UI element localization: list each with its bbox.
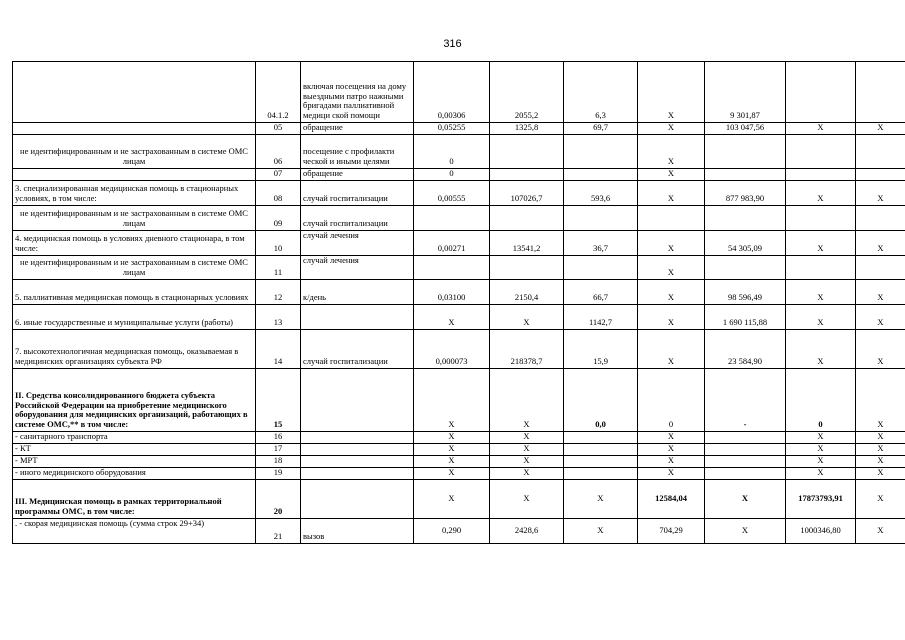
row-unit [301, 480, 414, 519]
cell-value: - [705, 369, 786, 432]
row-code: 07 [256, 169, 301, 181]
cell-value: 0,290 [414, 519, 490, 544]
row-code: 11 [256, 256, 301, 280]
row-code: 04.1.2 [256, 62, 301, 123]
cell-value: 66,7 [564, 280, 638, 305]
cell-value: 0,00306 [414, 62, 490, 123]
cell-value: X [856, 231, 905, 256]
cell-value: X [856, 181, 905, 206]
cell-value: X [414, 468, 490, 480]
cell-value: 54 305,09 [705, 231, 786, 256]
cell-value: X [856, 468, 905, 480]
cell-value: 2055,2 [490, 62, 564, 123]
row-unit: случай лечения [301, 231, 414, 256]
cell-value: 13541,2 [490, 231, 564, 256]
section-heading: II. Средства консолидированного бюджета субъекта Российской Федерации на приобретение медицинского оборудования для медицинских организаций, работающих в системе ОМС,** в том числе: [13, 369, 256, 432]
cell-value [564, 468, 638, 480]
row-unit: случай госпитализации [301, 206, 414, 231]
cell-value: 1142,7 [564, 305, 638, 330]
row-unit: вызов [301, 519, 414, 544]
row-description: - иного медицинского оборудования [13, 468, 256, 480]
cell-value: X [414, 369, 490, 432]
cell-value: X [638, 256, 705, 280]
table-row [13, 62, 905, 123]
cell-value: 0,03100 [414, 280, 490, 305]
row-unit: обращение [301, 123, 414, 135]
row-description [13, 169, 256, 181]
cell-value: X [638, 62, 705, 123]
cell-value: 0,00271 [414, 231, 490, 256]
cell-value [564, 135, 638, 169]
cell-value: 218378,7 [490, 330, 564, 369]
cell-value: 107026,7 [490, 181, 564, 206]
cell-value: 98 596,49 [705, 280, 786, 305]
cell-value: 1325,8 [490, 123, 564, 135]
cell-value: X [705, 480, 786, 519]
row-unit: к/день [301, 280, 414, 305]
cell-value [705, 169, 786, 181]
row-code: 08 [256, 181, 301, 206]
cell-value: X [414, 456, 490, 468]
row-unit: случай госпитализации [301, 181, 414, 206]
table-row [13, 305, 905, 330]
cell-value: 1 690 115,88 [705, 305, 786, 330]
cell-value [705, 468, 786, 480]
cell-value: X [856, 330, 905, 369]
row-code: 21 [256, 519, 301, 544]
cell-value: X [786, 432, 856, 444]
cell-value: X [490, 369, 564, 432]
cell-value [705, 456, 786, 468]
table-row [13, 444, 905, 456]
row-code: 12 [256, 280, 301, 305]
page-number: 316 [443, 38, 462, 50]
cell-value: X [856, 280, 905, 305]
row-code: 10 [256, 231, 301, 256]
cell-value [705, 432, 786, 444]
row-code: 09 [256, 206, 301, 231]
cell-value: X [414, 305, 490, 330]
table-row [13, 181, 905, 206]
cell-value: X [414, 444, 490, 456]
row-description: - санитарного транспорта [13, 432, 256, 444]
cell-value: X [856, 123, 905, 135]
cell-value: 69,7 [564, 123, 638, 135]
cell-value: X [786, 468, 856, 480]
cell-value: X [786, 305, 856, 330]
row-description: 7. высокотехнологичная медицинская помощь, оказываемая в медицинских организациях субъекта РФ [13, 330, 256, 369]
cell-value: X [786, 231, 856, 256]
table-row [13, 468, 905, 480]
cell-value [564, 169, 638, 181]
cell-value: X [638, 444, 705, 456]
cell-value: 2150,4 [490, 280, 564, 305]
row-unit: посещение с профилакти ческой и иными целями [301, 135, 414, 169]
cell-value: X [638, 468, 705, 480]
cell-value: 0,00555 [414, 181, 490, 206]
cell-value [564, 444, 638, 456]
cell-value [490, 206, 564, 231]
row-unit: обращение [301, 169, 414, 181]
cell-value: 6,3 [564, 62, 638, 123]
row-code: 14 [256, 330, 301, 369]
cell-value: 17873793,91 [786, 480, 856, 519]
cell-value: X [638, 456, 705, 468]
cell-value [856, 256, 905, 280]
cell-value: 704,29 [638, 519, 705, 544]
cell-value: 2428,6 [490, 519, 564, 544]
cell-value [856, 206, 905, 231]
row-unit [301, 305, 414, 330]
cell-value: X [638, 432, 705, 444]
row-description: 3. специализированная медицинская помощь в стационарных условиях, в том числе: [13, 181, 256, 206]
cell-value: 23 584,90 [705, 330, 786, 369]
cell-value: X [856, 432, 905, 444]
cell-value: X [564, 480, 638, 519]
cell-value: X [414, 480, 490, 519]
cell-value: X [786, 181, 856, 206]
cell-value: X [490, 468, 564, 480]
row-description: не идентифицированным и не застрахованным в системе ОМС лицам [13, 256, 256, 280]
cell-value [786, 135, 856, 169]
table-row [13, 123, 905, 135]
table-row [13, 231, 905, 256]
cell-value: X [490, 480, 564, 519]
table-row [13, 280, 905, 305]
cell-value [705, 206, 786, 231]
cell-value: X [490, 432, 564, 444]
table-row [13, 330, 905, 369]
cell-value [490, 256, 564, 280]
cell-value: X [856, 519, 905, 544]
table-row [13, 369, 905, 432]
cell-value: X [490, 456, 564, 468]
cell-value [564, 456, 638, 468]
table-row [13, 432, 905, 444]
cell-value: X [856, 305, 905, 330]
cell-value: 36,7 [564, 231, 638, 256]
cell-value: 0,0 [564, 369, 638, 432]
cell-value: X [856, 444, 905, 456]
budget-table [12, 61, 905, 544]
cell-value: X [856, 369, 905, 432]
cell-value [786, 256, 856, 280]
table-row [13, 169, 905, 181]
table-row [13, 256, 905, 280]
cell-value [564, 432, 638, 444]
cell-value [638, 206, 705, 231]
cell-value: X [638, 123, 705, 135]
cell-value: 0 [414, 169, 490, 181]
cell-value [564, 206, 638, 231]
row-code: 15 [256, 369, 301, 432]
row-code: 20 [256, 480, 301, 519]
cell-value [490, 135, 564, 169]
cell-value: X [490, 305, 564, 330]
cell-value: X [705, 519, 786, 544]
row-description: не идентифицированным и не застрахованным в системе ОМС лицам [13, 206, 256, 231]
row-description: - МРТ [13, 456, 256, 468]
cell-value: X [564, 519, 638, 544]
cell-value [414, 206, 490, 231]
cell-value [490, 169, 564, 181]
cell-value: X [786, 280, 856, 305]
cell-value [414, 256, 490, 280]
cell-value: X [856, 456, 905, 468]
cell-value: 1000346,80 [786, 519, 856, 544]
cell-value: X [638, 181, 705, 206]
cell-value: X [786, 123, 856, 135]
cell-value: 0,000073 [414, 330, 490, 369]
cell-value: 15,9 [564, 330, 638, 369]
row-description: . - скорая медицинская помощь (сумма строк 29+34) [13, 519, 256, 544]
row-description: 6. иные государственные и муниципальные услуги (работы) [13, 305, 256, 330]
table-row [13, 519, 905, 544]
row-description [13, 123, 256, 135]
cell-value: 0 [638, 369, 705, 432]
cell-value [705, 135, 786, 169]
row-description: - КТ [13, 444, 256, 456]
row-code: 16 [256, 432, 301, 444]
table-row [13, 135, 905, 169]
row-unit: случай лечения [301, 256, 414, 280]
cell-value: X [490, 444, 564, 456]
row-code: 06 [256, 135, 301, 169]
row-description [13, 62, 256, 123]
cell-value: X [638, 231, 705, 256]
cell-value [786, 169, 856, 181]
cell-value: X [638, 135, 705, 169]
cell-value: 593,6 [564, 181, 638, 206]
cell-value: X [638, 280, 705, 305]
row-unit [301, 456, 414, 468]
row-code: 13 [256, 305, 301, 330]
row-unit [301, 369, 414, 432]
cell-value [705, 256, 786, 280]
table-row [13, 456, 905, 468]
cell-value [856, 62, 905, 123]
table-row [13, 480, 905, 519]
row-description: 5. паллиативная медицинская помощь в стационарных условиях [13, 280, 256, 305]
cell-value: X [786, 444, 856, 456]
cell-value: X [856, 480, 905, 519]
cell-value: 0,05255 [414, 123, 490, 135]
cell-value: X [638, 305, 705, 330]
cell-value: X [786, 330, 856, 369]
cell-value: X [638, 169, 705, 181]
row-unit: случай госпитализации [301, 330, 414, 369]
cell-value: X [414, 432, 490, 444]
cell-value: X [786, 456, 856, 468]
row-unit [301, 432, 414, 444]
cell-value: X [638, 330, 705, 369]
cell-value: 12584,04 [638, 480, 705, 519]
cell-value: 103 047,56 [705, 123, 786, 135]
cell-value: 9 301,87 [705, 62, 786, 123]
row-unit [301, 444, 414, 456]
cell-value [786, 62, 856, 123]
cell-value: 0 [786, 369, 856, 432]
cell-value: 877 983,90 [705, 181, 786, 206]
row-description: 4. медицинская помощь в условиях дневного стационара, в том числе: [13, 231, 256, 256]
cell-value [786, 206, 856, 231]
row-description: не идентифицированным и не застрахованным в системе ОМС лицам [13, 135, 256, 169]
cell-value [564, 256, 638, 280]
row-code: 05 [256, 123, 301, 135]
row-unit [301, 468, 414, 480]
table-row [13, 206, 905, 231]
cell-value: 0 [414, 135, 490, 169]
row-code: 19 [256, 468, 301, 480]
cell-value [856, 169, 905, 181]
row-unit: включая посещения на дому выездными патро нажными бригадами паллиативной медици ской помощи [301, 62, 414, 123]
cell-value [856, 135, 905, 169]
section-heading: III. Медицинская помощь в рамках территориальной программы ОМС, в том числе: [13, 480, 256, 519]
row-code: 18 [256, 456, 301, 468]
cell-value [705, 444, 786, 456]
row-code: 17 [256, 444, 301, 456]
